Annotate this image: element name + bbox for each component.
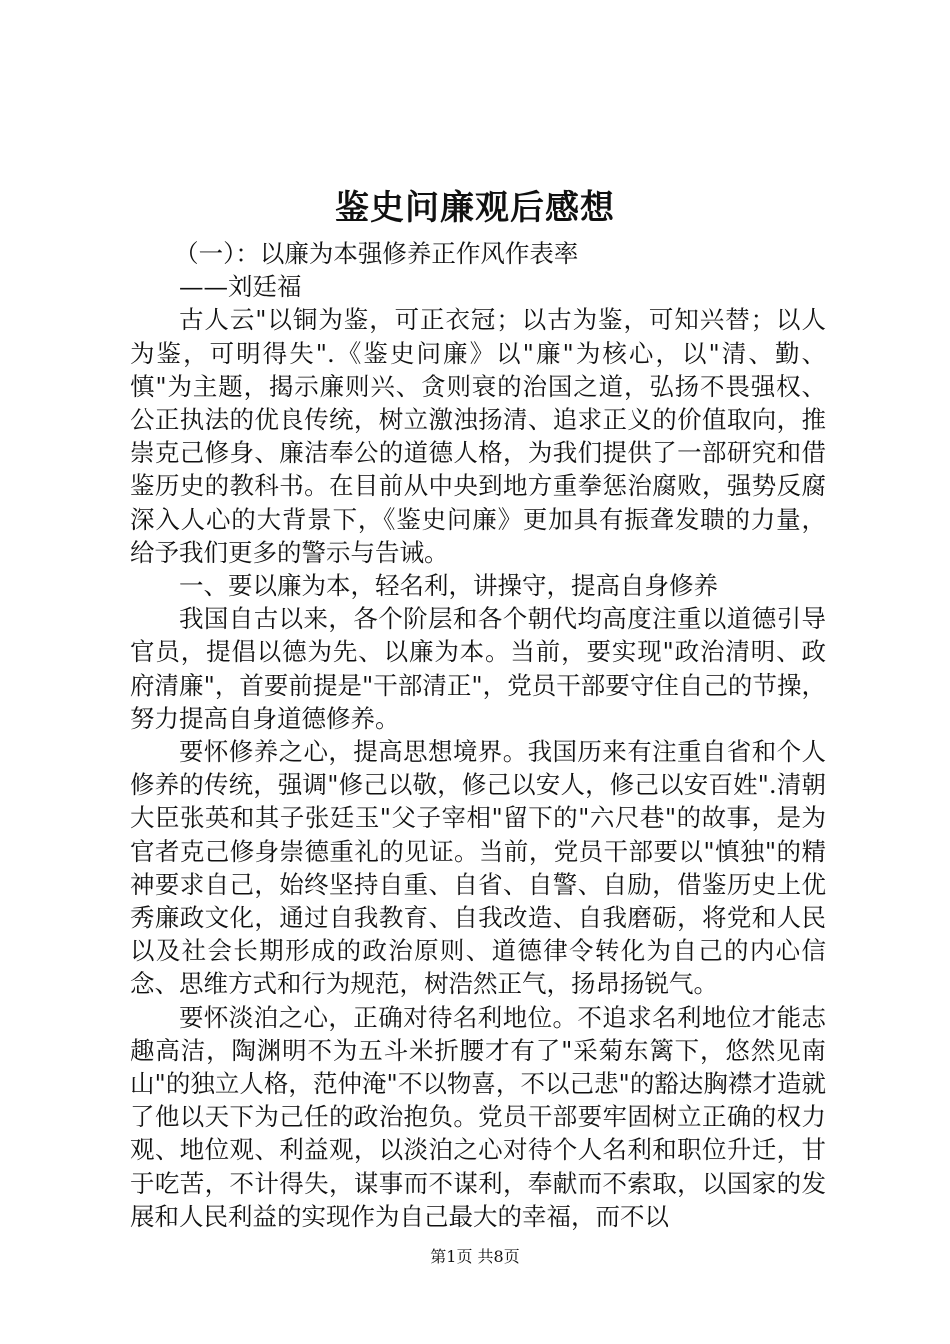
paragraph: 古人云"以铜为鉴，可正衣冠；以古为鉴，可知兴替；以人为鉴，可明得失".《鉴史问廉》以"廉"为核心，以"清、勤、慎"为主题，揭示廉则兴、贪则衰的治国之道，弘扬不畏强权、公正执法的优良传统，树立激浊扬清、追求正义的价值取向，推崇克己修身、廉洁奉公的道德人格，为我们提供了一部研究和借鉴历史的教科书。在目前从中央到地方重拳惩治腐败，强势反腐深入人心的大背景下，《鉴史问廉》更加具有振聋发聩的力量，给予我们更多的警示与告诫。 bbox=[130, 305, 826, 567]
document-title: 鉴史问廉观后感想 bbox=[335, 188, 615, 228]
document-body bbox=[130, 237, 826, 1233]
document-subtitle: （一）：以廉为本强修养正作风作表率 bbox=[174, 239, 579, 268]
section-heading: 一、要以廉为本，轻名利，讲操守，提高自身修养 bbox=[179, 571, 718, 601]
paragraph: 要怀修养之心，提高思想境界。我国历来有注重自省和个人修养的传统，强调"修己以敬，修己以安人，修己以安百姓".清朝大臣张英和其子张廷玉"父子宰相"留下的"六尺巷"的故事，是为官者克己修身崇德重礼的见证。当前，党员干部要以"慎独"的精神要求自己，始终坚持自重、自省、自警、自励，借鉴历史上优秀廉政文化，通过自我教育、自我改造、自我磨砺，将党和人民以及社会长期形成的政治原则、道德律令转化为自己的内心信念、思维方式和行为规范，树浩然正气，扬昂扬锐气。 bbox=[130, 737, 826, 999]
paragraph: 我国自古以来，各个阶层和各个朝代均高度注重以道德引导官员，提倡以德为先、以廉为本。当前，要实现"政治清明、政府清廉"，首要前提是"干部清正"，党员干部要守住自己的节操，努力提高自身道德修养。 bbox=[130, 604, 826, 733]
document-author: ——刘廷福 bbox=[179, 272, 302, 302]
paragraph: 要怀淡泊之心，正确对待名利地位。不追求名利地位才能志趣高洁，陶渊明不为五斗米折腰才有了"采菊东篱下，悠然见南山"的独立人格，范仲淹"不以物喜，不以己悲"的豁达胸襟才造就了他以天下为己任的政治抱负。党员干部要牢固树立正确的权力观、地位观、利益观，以淡泊之心对待个人名利和职位升迁，甘于吃苦，不计得失，谋事而不谋利，奉献而不索取，以国家的发展和人民利益的实现作为自己最大的幸福，而不以 bbox=[130, 1002, 826, 1231]
page-footer: 第1页 共8页 bbox=[430, 1247, 520, 1266]
